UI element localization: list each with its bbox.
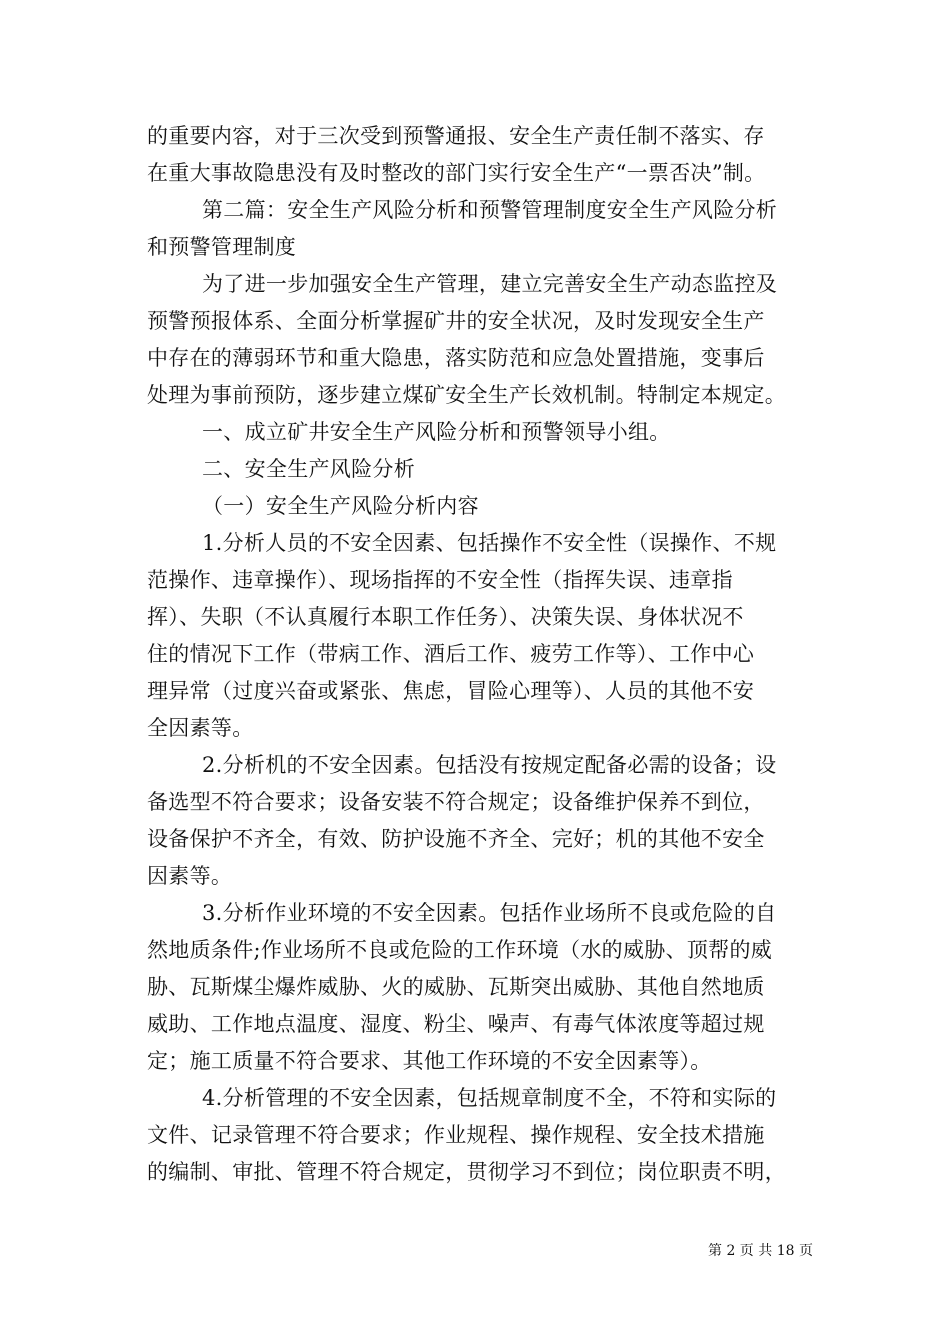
section-heading: 和预警管理制度: [147, 235, 297, 259]
text-line: 为了进一步加强安全生产管理，建立完善安全生产动态监控及: [202, 272, 778, 296]
text-line: 住的情况下工作（带病工作、酒后工作、疲劳工作等）、工作中心: [147, 642, 755, 666]
text-line: 3.分析作业环境的不安全因素。包括作业场所不良或危险的自: [202, 901, 777, 925]
text-line: 1.分析人员的不安全因素、包括操作不安全性（误操作、不规: [202, 531, 777, 555]
text-line: 理异常（过度兴奋或紧张、焦虑，冒险心理等）、人员的其他不安: [147, 679, 755, 703]
text-line: 全因素等。: [147, 716, 254, 740]
text-line: 处理为事前预防，逐步建立煤矿安全生产长效机制。特制定本规定。: [147, 383, 786, 407]
numbered-heading: 一、成立矿井安全生产风险分析和预警领导小组。: [202, 420, 671, 444]
text-line: 备选型不符合要求；设备安装不符合规定；设备维护保养不到位，: [147, 790, 765, 814]
text-line: 4.分析管理的不安全因素，包括规章制度不全，不符和实际的: [202, 1086, 777, 1110]
section-heading: 第二篇：安全生产风险分析和预警管理制度安全生产风险分析: [202, 198, 778, 222]
text-line: 因素等。: [147, 864, 233, 888]
text-line: 的编制、审批、管理不符合规定，贯彻学习不到位；岗位职责不明，: [147, 1160, 786, 1184]
document-body: [147, 118, 815, 1191]
text-line: 在重大事故隐患没有及时整改的部门实行安全生产“一票否决”制。: [147, 161, 766, 185]
text-line: 中存在的薄弱环节和重大隐患，落实防范和应急处置措施，变事后: [147, 346, 765, 370]
text-line: 文件、记录管理不符合要求；作业规程、操作规程、安全技术措施: [147, 1123, 765, 1147]
text-line: 威助、工作地点温度、湿度、粉尘、噪声、有毒气体浓度等超过规: [147, 1012, 765, 1036]
text-line: 预警预报体系、全面分析掌握矿井的安全状况，及时发现安全生产: [147, 309, 765, 333]
numbered-heading: 二、安全生产风险分析: [202, 457, 415, 481]
subsection-heading: （一）安全生产风险分析内容: [202, 494, 479, 518]
text-line: 定；施工质量不符合要求、其他工作环境的不安全因素等）。: [147, 1049, 712, 1073]
text-line: 范操作、违章操作）、现场指挥的不安全性（指挥失误、违章指: [147, 568, 733, 592]
text-line: 2.分析机的不安全因素。包括没有按规定配备必需的设备；设: [202, 753, 777, 777]
text-line: 然地质条件;作业场所不良或危险的工作环境（水的威胁、顶帮的威: [147, 938, 773, 962]
text-line: 挥）、失职（不认真履行本职工作任务）、决策失误、身体状况不: [147, 605, 744, 629]
text-line: 胁、瓦斯煤尘爆炸威胁、火的威胁、瓦斯突出威胁、其他自然地质: [147, 975, 765, 999]
text-line: 的重要内容，对于三次受到预警通报、安全生产责任制不落实、存: [147, 124, 765, 148]
page-number: 第 2 页 共 18 页: [708, 1243, 813, 1259]
text-line: 设备保护不齐全，有效、防护设施不齐全、完好；机的其他不安全: [147, 827, 765, 851]
